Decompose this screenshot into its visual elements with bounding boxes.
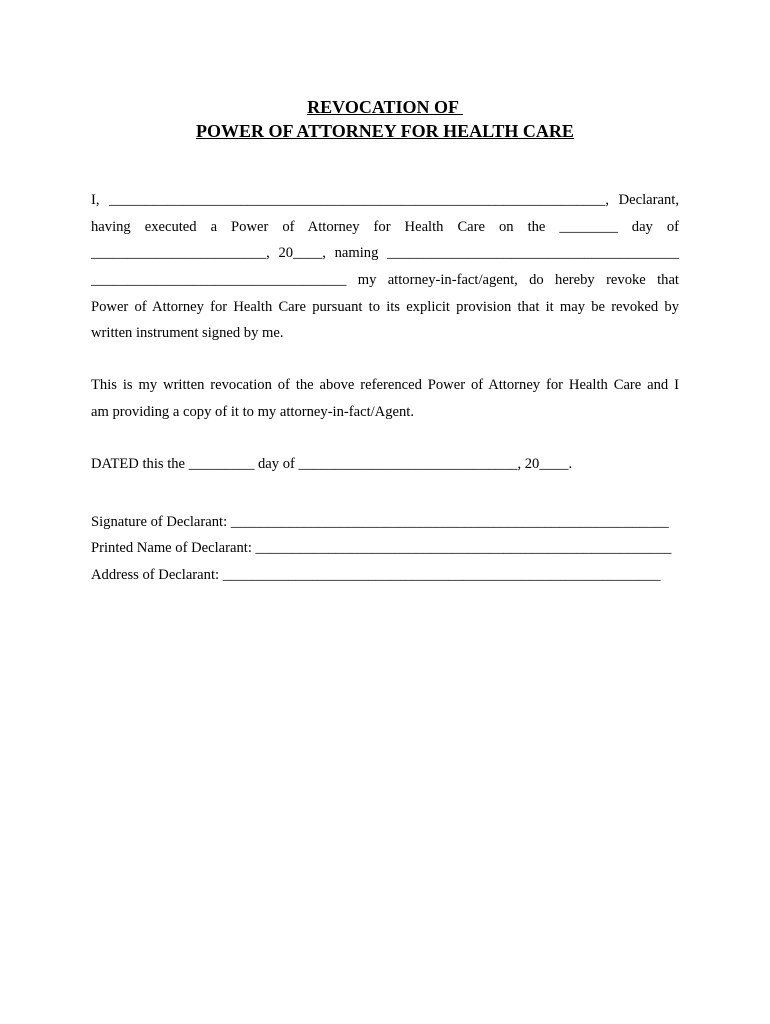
document-title: [91, 95, 679, 143]
signature-block: [91, 509, 679, 588]
paragraph-spacer: [91, 347, 679, 372]
document-body: [91, 187, 679, 477]
paragraph-spacer: [91, 426, 679, 451]
paragraph-line: ___________________________________ my attorney-in-fact/agent, do hereby revoke that: [91, 272, 679, 289]
title-line-1: REVOCATION OF: [307, 97, 463, 117]
paragraph-line: Power of Attorney for Health Care pursuant to its explicit provision that it may be revoked by: [91, 298, 679, 315]
revocation-paragraph: [91, 187, 679, 347]
paragraph-line: ________________________, 20____, naming ________________________________________: [91, 245, 679, 262]
paragraph-line: am providing a copy of it to my attorney-in-fact/Agent.: [91, 403, 415, 420]
paragraph-line: I, ____________________________________________________________________, Declarant,: [91, 192, 679, 208]
address-of-declarant-line: Address of Declarant: ____________________________________________________________: [91, 566, 661, 583]
signature-of-declarant-line: Signature of Declarant: ____________________________________________________________: [91, 514, 669, 530]
written-revocation-paragraph: [91, 372, 679, 425]
paragraph-line: having executed a Power of Attorney for Health Care on the ________ day of: [91, 218, 679, 235]
title-line-2: POWER OF ATTORNEY FOR HEALTH CARE: [196, 121, 574, 141]
dated-line: DATED this the _________ day of ______________________________, 20____.: [91, 455, 573, 472]
printed-name-of-declarant-line: Printed Name of Declarant: _________________________________________________________: [91, 540, 672, 557]
paragraph-line: This is my written revocation of the above referenced Power of Attorney for Health Care and I: [91, 377, 679, 394]
paragraph-line: written instrument signed by me.: [91, 325, 284, 342]
